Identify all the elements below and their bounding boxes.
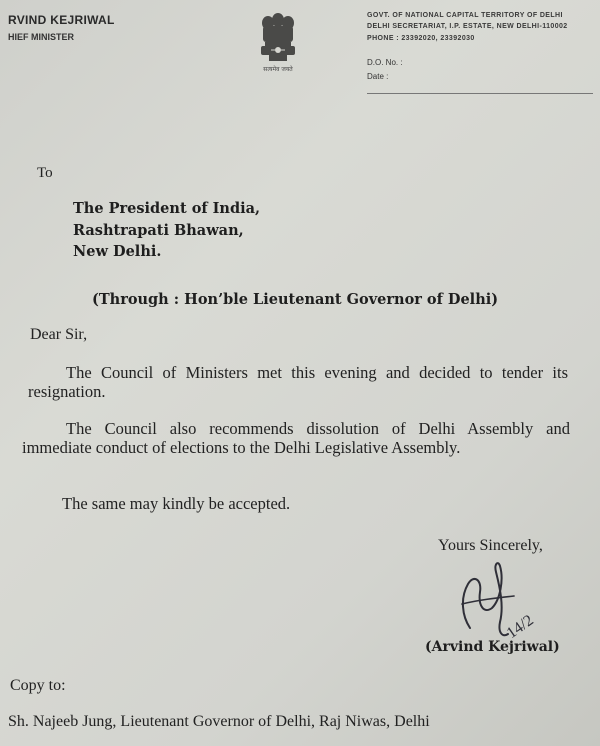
signature-icon xyxy=(448,556,548,648)
emblem-motto: सत्यमेव जयते xyxy=(263,66,293,73)
addressee-line-1: The President of India, xyxy=(73,200,261,217)
to-label: To xyxy=(37,165,53,181)
closing: Yours Sincerely, xyxy=(438,537,543,554)
letterhead-name: RVIND KEJRIWAL xyxy=(8,13,115,27)
phone-line: PHONE : 23392020, 23392030 xyxy=(367,35,475,42)
salutation: Dear Sir, xyxy=(30,326,88,343)
copy-to-recipient: Sh. Najeeb Jung, Lieutenant Governor of Delhi, Raj Niwas, Delhi xyxy=(8,713,430,730)
address-line-1: GOVT. OF NATIONAL CAPITAL TERRITORY OF DELHI xyxy=(367,12,563,19)
through-line: (Through : Hon’ble Lieutenant Governor of Delhi) xyxy=(92,291,499,308)
signer-name: (Arvind Kejriwal) xyxy=(425,639,560,655)
address-line-2: DELHI SECRETARIAT, I.P. ESTATE, NEW DELHI-110002 xyxy=(367,23,568,30)
date-label: Date : xyxy=(367,72,389,81)
do-no-label: D.O. No. : xyxy=(367,58,403,67)
addressee-line-3: New Delhi. xyxy=(73,243,162,260)
copy-to-label: Copy to: xyxy=(10,677,66,694)
signature-date: 14/2 xyxy=(503,611,537,643)
paragraph-resignation: The Council of Ministers met this evening and decided to tender its resignation. xyxy=(28,363,568,401)
addressee-line-2: Rashtrapati Bhawan, xyxy=(73,222,244,239)
paragraph-dissolution: The Council also recommends dissolution of Delhi Assembly and immediate conduct of elections to the Delhi Legislative Assembly. xyxy=(22,419,570,457)
letterhead-divider xyxy=(367,93,593,94)
letterhead-title: HIEF MINISTER xyxy=(8,32,75,42)
paragraph-acceptance: The same may kindly be accepted. xyxy=(62,494,291,513)
